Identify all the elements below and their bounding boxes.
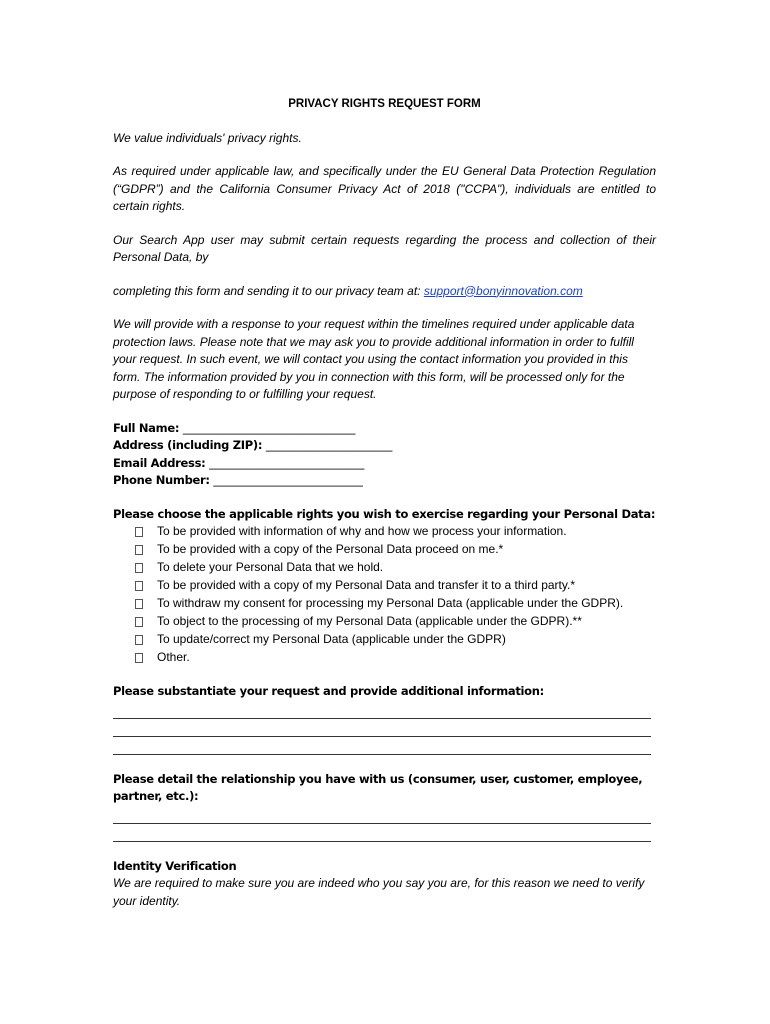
support-email-link[interactable]: support@bonyinnovation.com bbox=[423, 283, 583, 298]
checkbox-icon[interactable] bbox=[135, 581, 143, 591]
intro-paragraph: We value individuals' privacy rights. bbox=[113, 130, 302, 145]
phone-field[interactable] bbox=[113, 472, 656, 490]
address-label: Address (including ZIP): bbox=[113, 438, 266, 452]
checkbox-icon[interactable] bbox=[135, 635, 143, 645]
rights-heading: Please choose the applicable rights you wish to exercise regarding your Personal Data: bbox=[113, 506, 656, 521]
law-paragraph bbox=[113, 163, 656, 216]
rights-option-label: To withdraw my consent for processing my Personal Data (applicable under the GDPR). bbox=[157, 596, 624, 611]
rights-option[interactable] bbox=[135, 649, 656, 667]
phone-label: Phone Number: bbox=[113, 473, 214, 487]
send-text: completing this form and sending it to our privacy team at: bbox=[113, 283, 424, 298]
rights-option-label: To object to the processing of my Personal Data (applicable under the GDPR).** bbox=[157, 614, 582, 629]
email-field[interactable] bbox=[113, 455, 656, 473]
identity-verification-heading: Identity Verification bbox=[113, 858, 237, 873]
full-name-label: Full Name: bbox=[113, 420, 183, 435]
full-name-field[interactable] bbox=[113, 420, 656, 438]
relationship-lines[interactable] bbox=[113, 806, 656, 842]
rights-option[interactable] bbox=[135, 523, 656, 541]
form-title: PRIVACY RIGHTS REQUEST FORM bbox=[288, 98, 481, 110]
relationship-heading: Please detail the relationship you have with us (consumer, user, customer, employee, partner, etc.): bbox=[113, 771, 643, 803]
law-text-part3: "), individuals are entitled to certain rights. bbox=[113, 181, 656, 213]
substantiate-heading: Please substantiate your request and provide additional information: bbox=[113, 684, 544, 698]
substantiate-lines[interactable] bbox=[113, 701, 656, 755]
rights-option[interactable] bbox=[135, 559, 656, 577]
answer-line[interactable] bbox=[113, 719, 651, 737]
email-blank[interactable]: ___________________________ bbox=[209, 455, 365, 470]
answer-line[interactable] bbox=[113, 806, 651, 824]
rights-option-label: To be provided with a copy of the Personal Data proceed on me.* bbox=[157, 542, 504, 557]
phone-blank[interactable]: __________________________ bbox=[213, 473, 363, 487]
email-label: Email Address: bbox=[113, 455, 210, 470]
checkbox-icon[interactable] bbox=[135, 563, 143, 573]
checkbox-icon[interactable] bbox=[135, 617, 143, 627]
answer-line[interactable] bbox=[113, 824, 651, 842]
send-paragraph bbox=[113, 283, 656, 301]
ccpa-term: CCPA bbox=[464, 181, 498, 196]
rights-option-label: To be provided with information of why and how we process your information. bbox=[157, 524, 567, 539]
answer-line[interactable] bbox=[113, 737, 651, 755]
law-text-part2: ”) and the California Consumer Privacy Act of 2018 (" bbox=[155, 181, 465, 196]
rights-option[interactable] bbox=[135, 541, 656, 559]
answer-line[interactable] bbox=[113, 701, 651, 719]
gdpr-term: GDPR bbox=[121, 181, 156, 196]
response-paragraph: We will provide with a response to your request within the timelines required under applicable data protection laws. Please note that we may ask you to provide additional information in order to fulfill your request. In such event, we will contact you using the contact information you provided in this form. The information provided by you in connection with this form, will be processed only for the purpose of responding to or fulfilling your request. bbox=[113, 317, 635, 401]
address-blank[interactable]: ______________________ bbox=[265, 438, 393, 452]
checkbox-icon[interactable] bbox=[135, 527, 143, 537]
checkbox-icon[interactable] bbox=[135, 653, 143, 663]
rights-option-label: To update/correct my Personal Data (applicable under the GDPR) bbox=[157, 632, 506, 647]
checkbox-icon[interactable] bbox=[135, 545, 143, 555]
law-text-part1: As required under applicable law, and specifically under the EU General Data Protection Regulation (“ bbox=[113, 164, 656, 196]
rights-option-label: Other. bbox=[157, 650, 190, 665]
rights-option[interactable] bbox=[135, 577, 656, 595]
rights-option[interactable] bbox=[135, 613, 656, 631]
contact-fields bbox=[113, 420, 656, 490]
address-field[interactable] bbox=[113, 437, 656, 455]
identity-verification-text: We are required to make sure you are indeed who you say you are, for this reason we need to verify your identity. bbox=[113, 876, 645, 908]
rights-option-label: To delete your Personal Data that we hold. bbox=[157, 560, 384, 575]
rights-option[interactable] bbox=[135, 631, 656, 649]
rights-option-label: To be provided with a copy of my Personal Data and transfer it to a third party.* bbox=[157, 578, 575, 593]
rights-options-list bbox=[113, 523, 656, 667]
checkbox-icon[interactable] bbox=[135, 599, 143, 609]
search-app-paragraph: Our Search App user may submit certain requests regarding the process and collection of their Personal Data, by bbox=[113, 232, 656, 264]
full-name-blank[interactable]: ______________________________ bbox=[182, 420, 356, 435]
rights-option[interactable] bbox=[135, 595, 656, 613]
